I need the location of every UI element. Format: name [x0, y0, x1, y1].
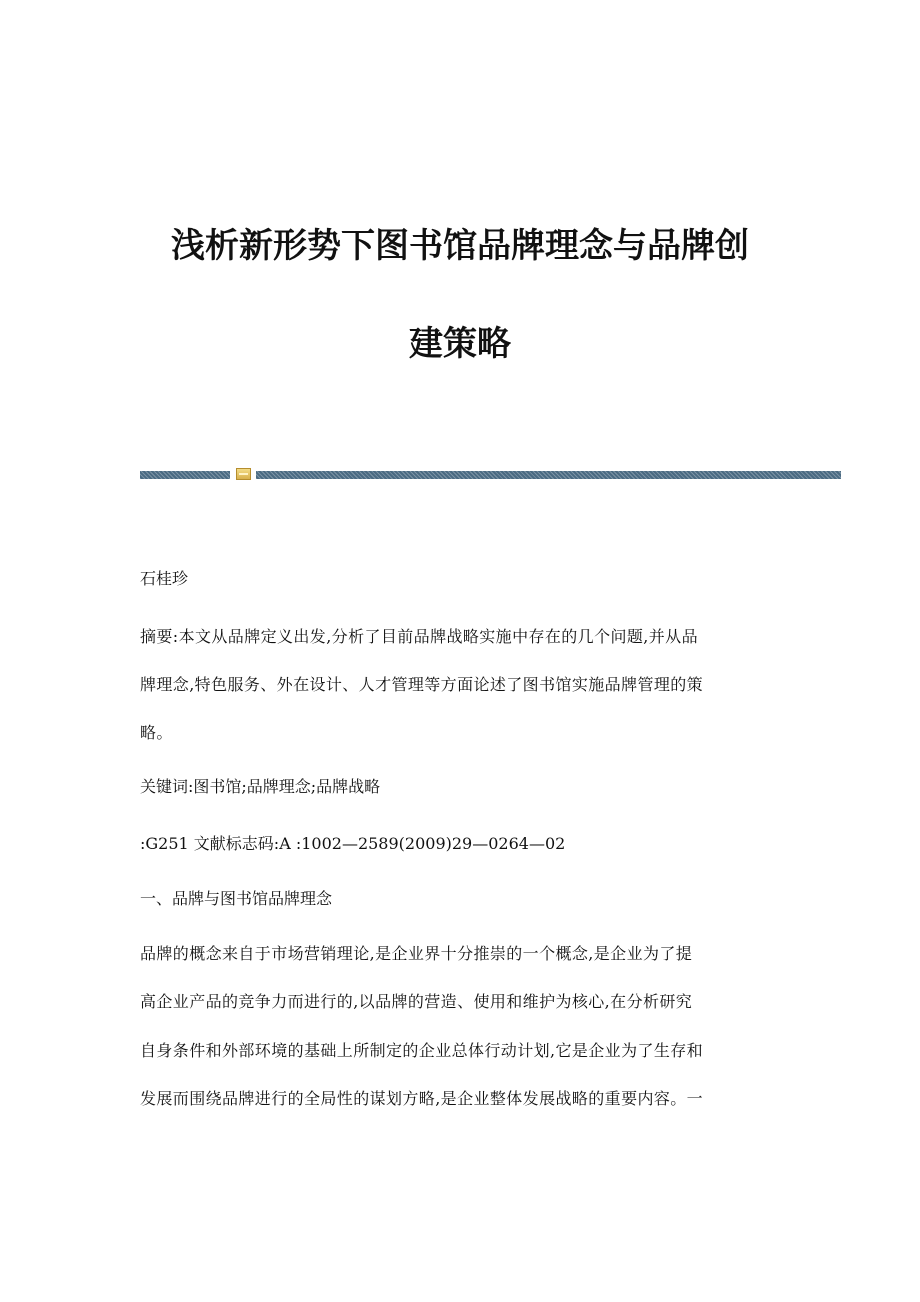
body-line: 发展而围绕品牌进行的全局性的谋划方略,是企业整体发展战略的重要内容。一 — [140, 1089, 704, 1108]
title-divider-left — [140, 471, 230, 479]
classification-code: :G251 文献标志码:A :1002—2589(2009)29—0264—02 — [140, 834, 566, 853]
title-divider-right — [256, 471, 841, 479]
divider-ornament-icon — [236, 468, 251, 480]
abstract-line: 略。 — [140, 723, 173, 742]
keywords: 关键词:图书馆;品牌理念;品牌战略 — [140, 777, 381, 796]
body-line: 自身条件和外部环境的基础上所制定的企业总体行动计划,它是企业为了生存和 — [140, 1041, 704, 1060]
abstract-line: 牌理念,特色服务、外在设计、人才管理等方面论述了图书馆实施品牌管理的策 — [140, 675, 704, 694]
body-line: 品牌的概念来自于市场营销理论,是企业界十分推崇的一个概念,是企业为了提 — [140, 944, 693, 963]
section-heading: 一、品牌与图书馆品牌理念 — [140, 889, 333, 908]
body-line: 高企业产品的竞争力而进行的,以品牌的营造、使用和维护为核心,在分析研究 — [140, 992, 693, 1011]
page-title-line-2: 建策略 — [409, 324, 511, 364]
page-title-line-1: 浅析新形势下图书馆品牌理念与品牌创 — [171, 226, 749, 266]
abstract-line: 摘要:本文从品牌定义出发,分析了目前品牌战略实施中存在的几个问题,并从品 — [140, 627, 698, 646]
author-name: 石桂珍 — [140, 569, 189, 588]
